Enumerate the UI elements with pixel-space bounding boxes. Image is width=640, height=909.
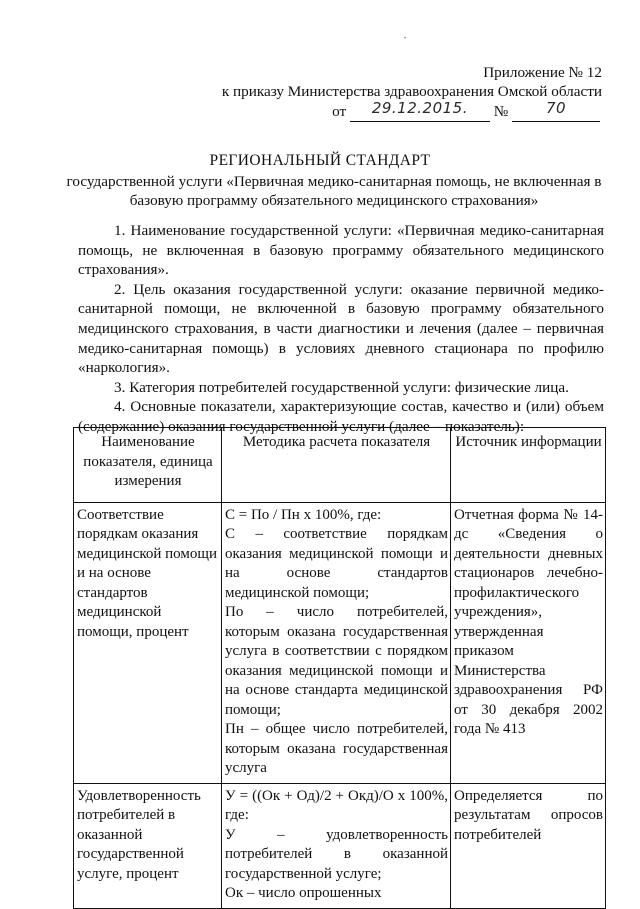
handwritten-date: 29.12.2015.	[371, 99, 468, 117]
document-title: РЕГИОНАЛЬНЫЙ СТАНДАРТ	[209, 152, 431, 169]
annex-date-number	[332, 99, 600, 122]
table-row	[74, 783, 606, 908]
scan-speck: •	[404, 36, 407, 42]
table-row	[74, 502, 606, 783]
header-information-source: Источник информации	[451, 428, 606, 503]
indicators-table	[73, 427, 606, 909]
information-source-cell: Определяется по результатам опросов потребителей	[451, 783, 606, 908]
information-source-cell: Отчетная форма № 14-дс «Сведения о деятельности дневных стационаров лечебно-профилактического учреждения», утвержденная приказом Министерства здравоохранения РФ от 30 декабря 2002 года № 413	[451, 502, 606, 783]
calculation-method-cell	[222, 502, 451, 783]
annex-label: Приложение № 12	[483, 64, 602, 81]
paragraph-2: 2. Цель оказания государственной услуги: оказание первичной медико-санитарной помощи, не включенной в базовую программу обязательного медицинского страхования, в части диагностики и лечения (далее – первичная медико-санитарная помощь) в условиях дневного стационара по профилю «наркология».	[78, 280, 604, 377]
document-subtitle: государственной услуги «Первичная медико-санитарная помощь, не включенная в базовую программу обязательного медицинского страхования»	[66, 173, 602, 209]
formula-line: С = По / Пн х 100%, где:	[225, 506, 382, 523]
formula-term: Ок – число опрошенных	[225, 885, 382, 901]
number-field	[512, 99, 600, 122]
indicator-name-cell: Удовлетворенность потребителей в оказанной государственной услуге, процент	[74, 783, 222, 908]
paragraph-1: 1. Наименование государственной услуги: «Первичная медико-санитарная помощь, не включенная в базовую программу обязательного медицинского страхования».	[78, 222, 604, 279]
paragraph-3: 3. Категория потребителей государственной услуги: физические лица.	[114, 378, 569, 396]
formula-term: С – соответствие порядкам оказания медицинской помощи и на основе стандартов медицинской помощи;	[225, 526, 448, 601]
date-prefix: от	[332, 103, 347, 120]
formula-term: По – число потребителей, которым оказана государственная услуга в соответствии с порядком оказания медицинской помощи и на основе стандарта медицинской помощи;	[225, 604, 448, 718]
header-calculation-method: Методика расчета показателя	[222, 428, 451, 503]
date-field	[350, 99, 490, 122]
formula-term: У – удовлетворенность потребителей в оказанной государственной услуге;	[225, 826, 448, 882]
number-prefix: №	[493, 103, 509, 120]
paragraph-4: 4. Основные показатели, характеризующие состав, качество и (или) объем (содержание) оказания государственной услуги (далее – показатель):	[78, 398, 604, 435]
header-indicator-name: Наименование показателя, единица измерения	[74, 428, 222, 503]
table-header-row	[74, 428, 606, 503]
document-body	[78, 221, 604, 437]
annex-order-reference: к приказу Министерства здравоохранения Омской области	[221, 83, 602, 100]
formula-line: У = ((Ок + Од)/2 + Окд)/О х 100%, где:	[225, 787, 448, 823]
handwritten-number: 70	[545, 99, 567, 117]
indicator-name-cell: Соответствие порядкам оказания медицинской помощи и на основе стандартов медицинской помощи, процент	[74, 502, 222, 783]
calculation-method-cell	[222, 783, 451, 908]
formula-term: Пн – общее число потребителей, которым оказана государственная услуга	[225, 721, 448, 776]
